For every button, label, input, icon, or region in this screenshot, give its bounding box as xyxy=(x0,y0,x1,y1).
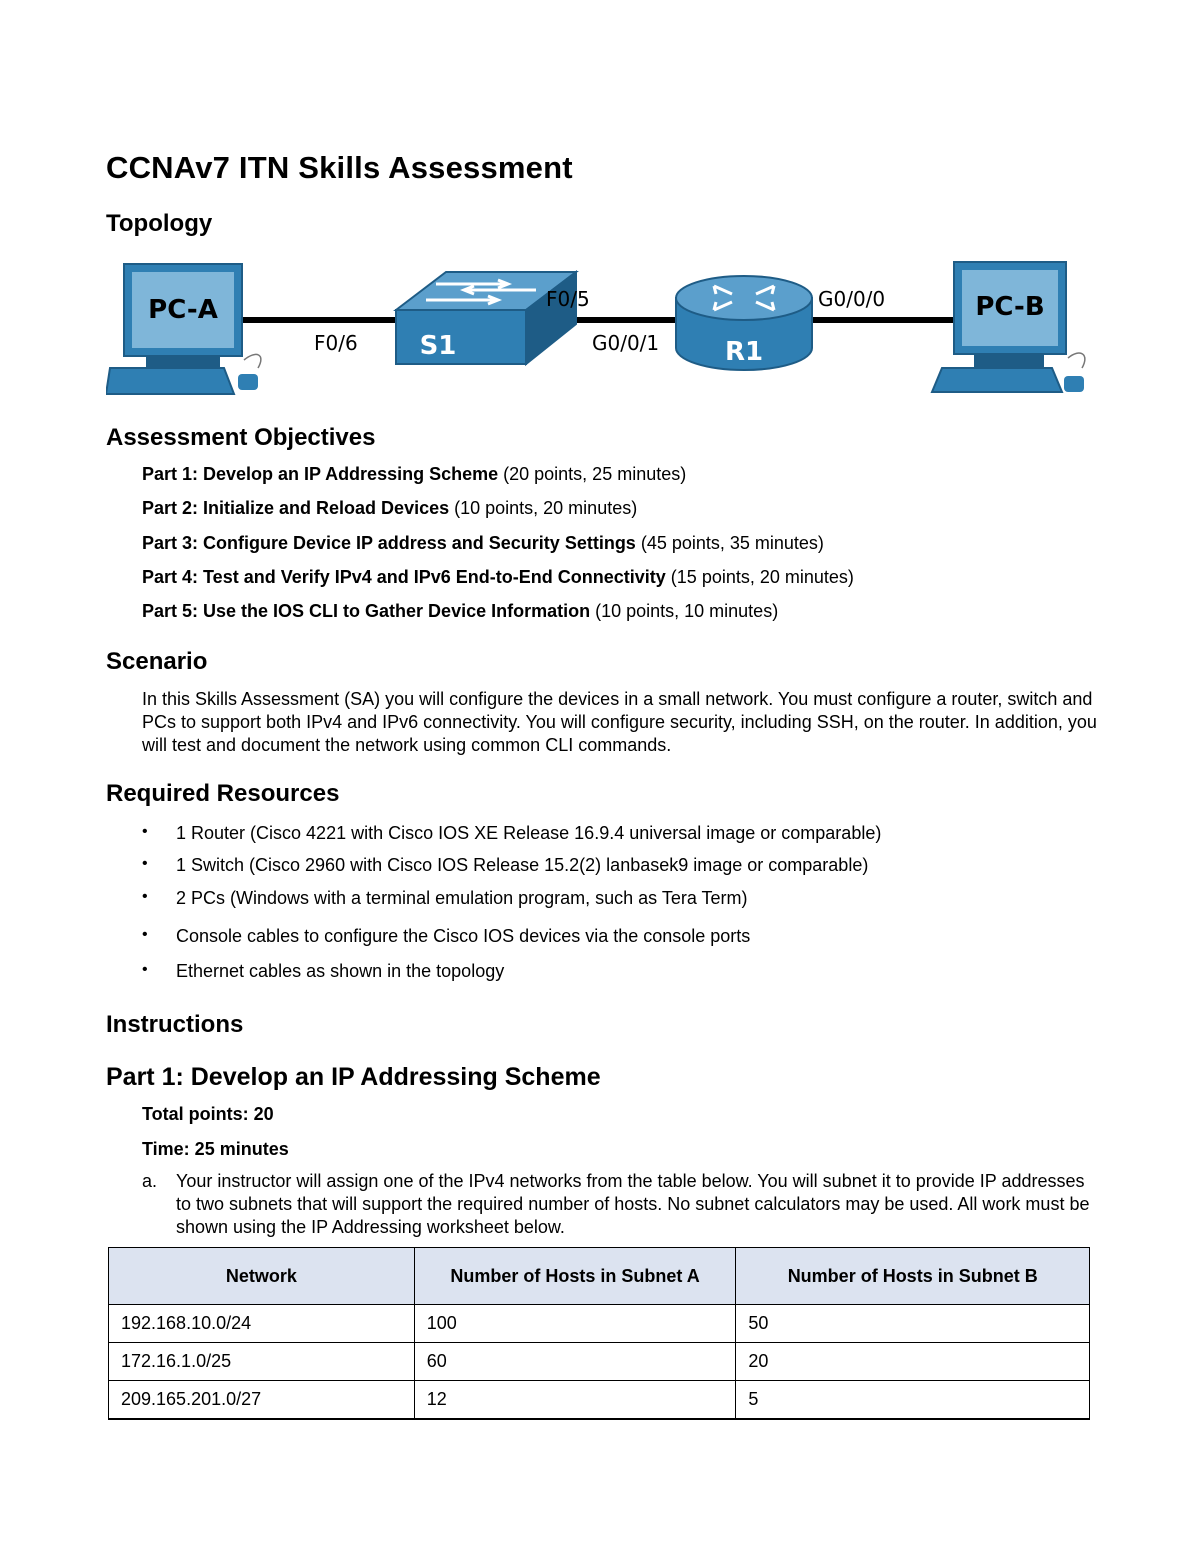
objectives-heading: Assessment Objectives xyxy=(106,424,376,451)
port-label-s1-f0-6: F0/6 xyxy=(314,331,358,355)
objective-item xyxy=(142,601,778,622)
objective-label: Part 5: Use the IOS CLI to Gather Device Information xyxy=(142,601,591,621)
list-item-text: Console cables to configure the Cisco IOS devices via the console ports xyxy=(176,926,751,946)
objective-label: Part 4: Test and Verify IPv4 and IPv6 End-to-End Connectivity xyxy=(142,567,666,587)
column-header-subnet-a: Number of Hosts in Subnet A xyxy=(414,1248,736,1305)
table-row xyxy=(109,1305,1090,1343)
bullet-marker: • xyxy=(142,888,148,905)
cell-hosts-a: 60 xyxy=(414,1343,736,1381)
objective-detail: (20 points, 25 minutes) xyxy=(498,464,687,484)
objective-detail: (10 points, 10 minutes) xyxy=(590,601,779,621)
cell-hosts-b: 20 xyxy=(736,1343,1090,1381)
list-item-text: 2 PCs (Windows with a terminal emulation program, such as Tera Term) xyxy=(176,888,748,908)
objective-item xyxy=(142,498,637,519)
list-item-text: 1 Switch (Cisco 2960 with Cisco IOS Release 15.2(2) lanbasek9 image or comparable) xyxy=(176,855,869,875)
instructions-heading: Instructions xyxy=(106,1011,244,1038)
objective-detail: (15 points, 20 minutes) xyxy=(665,567,854,587)
objective-item xyxy=(142,567,854,588)
step-text: Your instructor will assign one of the IPv4 networks from the table below. You will subnet it to provide IP addresses to two subnets that will support the required number of hosts. No subnet calculators may be used. All work must be shown using the IP Addressing worksheet below. xyxy=(176,1171,1090,1237)
pc-a-label: PC-A xyxy=(148,295,218,325)
s1-label: S1 xyxy=(419,331,457,361)
objective-item xyxy=(142,464,686,485)
objective-item xyxy=(142,533,824,554)
table-row xyxy=(109,1381,1090,1420)
cell-network: 209.165.201.0/27 xyxy=(109,1381,415,1420)
pc-b-computer-icon xyxy=(932,262,1085,392)
cell-hosts-b: 5 xyxy=(736,1381,1090,1420)
objective-label: Part 1: Develop an IP Addressing Scheme xyxy=(142,464,499,484)
port-label-r1-g0-0-0: G0/0/0 xyxy=(818,287,886,311)
s1-switch-icon xyxy=(396,272,576,364)
objective-label: Part 3: Configure Device IP address and Security Settings xyxy=(142,533,636,553)
cell-network: 192.168.10.0/24 xyxy=(109,1305,415,1343)
topology-diagram xyxy=(106,258,1096,398)
r1-router-icon xyxy=(676,276,812,370)
port-label-r1-g0-0-1: G0/0/1 xyxy=(592,331,660,355)
table-header-row xyxy=(109,1248,1090,1305)
column-header-network: Network xyxy=(109,1248,415,1305)
bullet-marker: • xyxy=(142,926,148,943)
scenario-text: In this Skills Assessment (SA) you will configure the devices in a small network. You must configure a router, switch and PCs to support both IPv4 and IPv6 connectivity. You will configure security, including SSH, on the router. In addition, you will test and document the network using common CLI commands. xyxy=(142,689,1097,755)
resources-heading: Required Resources xyxy=(106,780,340,807)
objective-detail: (10 points, 20 minutes) xyxy=(449,498,638,518)
r1-label: R1 xyxy=(724,337,764,367)
total-points: Total points: 20 xyxy=(142,1104,274,1124)
pc-a-computer-icon xyxy=(106,264,261,394)
cell-network: 172.16.1.0/25 xyxy=(109,1343,415,1381)
step-marker: a. xyxy=(142,1171,158,1191)
cell-hosts-a: 100 xyxy=(414,1305,736,1343)
bullet-marker: • xyxy=(142,855,148,872)
objective-detail: (45 points, 35 minutes) xyxy=(635,533,824,553)
bullet-marker: • xyxy=(142,961,148,978)
document-title: CCNAv7 ITN Skills Assessment xyxy=(106,150,573,185)
cell-hosts-b: 50 xyxy=(736,1305,1090,1343)
list-item-text: 1 Router (Cisco 4221 with Cisco IOS XE Release 16.9.4 universal image or comparable) xyxy=(176,823,882,843)
port-label-s1-f0-5: F0/5 xyxy=(546,287,590,311)
part1-heading: Part 1: Develop an IP Addressing Scheme xyxy=(106,1063,601,1091)
list-item-text: Ethernet cables as shown in the topology xyxy=(176,961,505,981)
bullet-marker: • xyxy=(142,823,148,840)
cell-hosts-a: 12 xyxy=(414,1381,736,1420)
scenario-heading: Scenario xyxy=(106,648,208,675)
time-allotted: Time: 25 minutes xyxy=(142,1139,289,1159)
topology-heading: Topology xyxy=(106,210,213,237)
networks-table xyxy=(108,1247,1090,1420)
column-header-subnet-b: Number of Hosts in Subnet B xyxy=(736,1248,1090,1305)
objective-label: Part 2: Initialize and Reload Devices xyxy=(142,498,450,518)
table-row xyxy=(109,1343,1090,1381)
pc-b-label: PC-B xyxy=(975,292,1045,322)
